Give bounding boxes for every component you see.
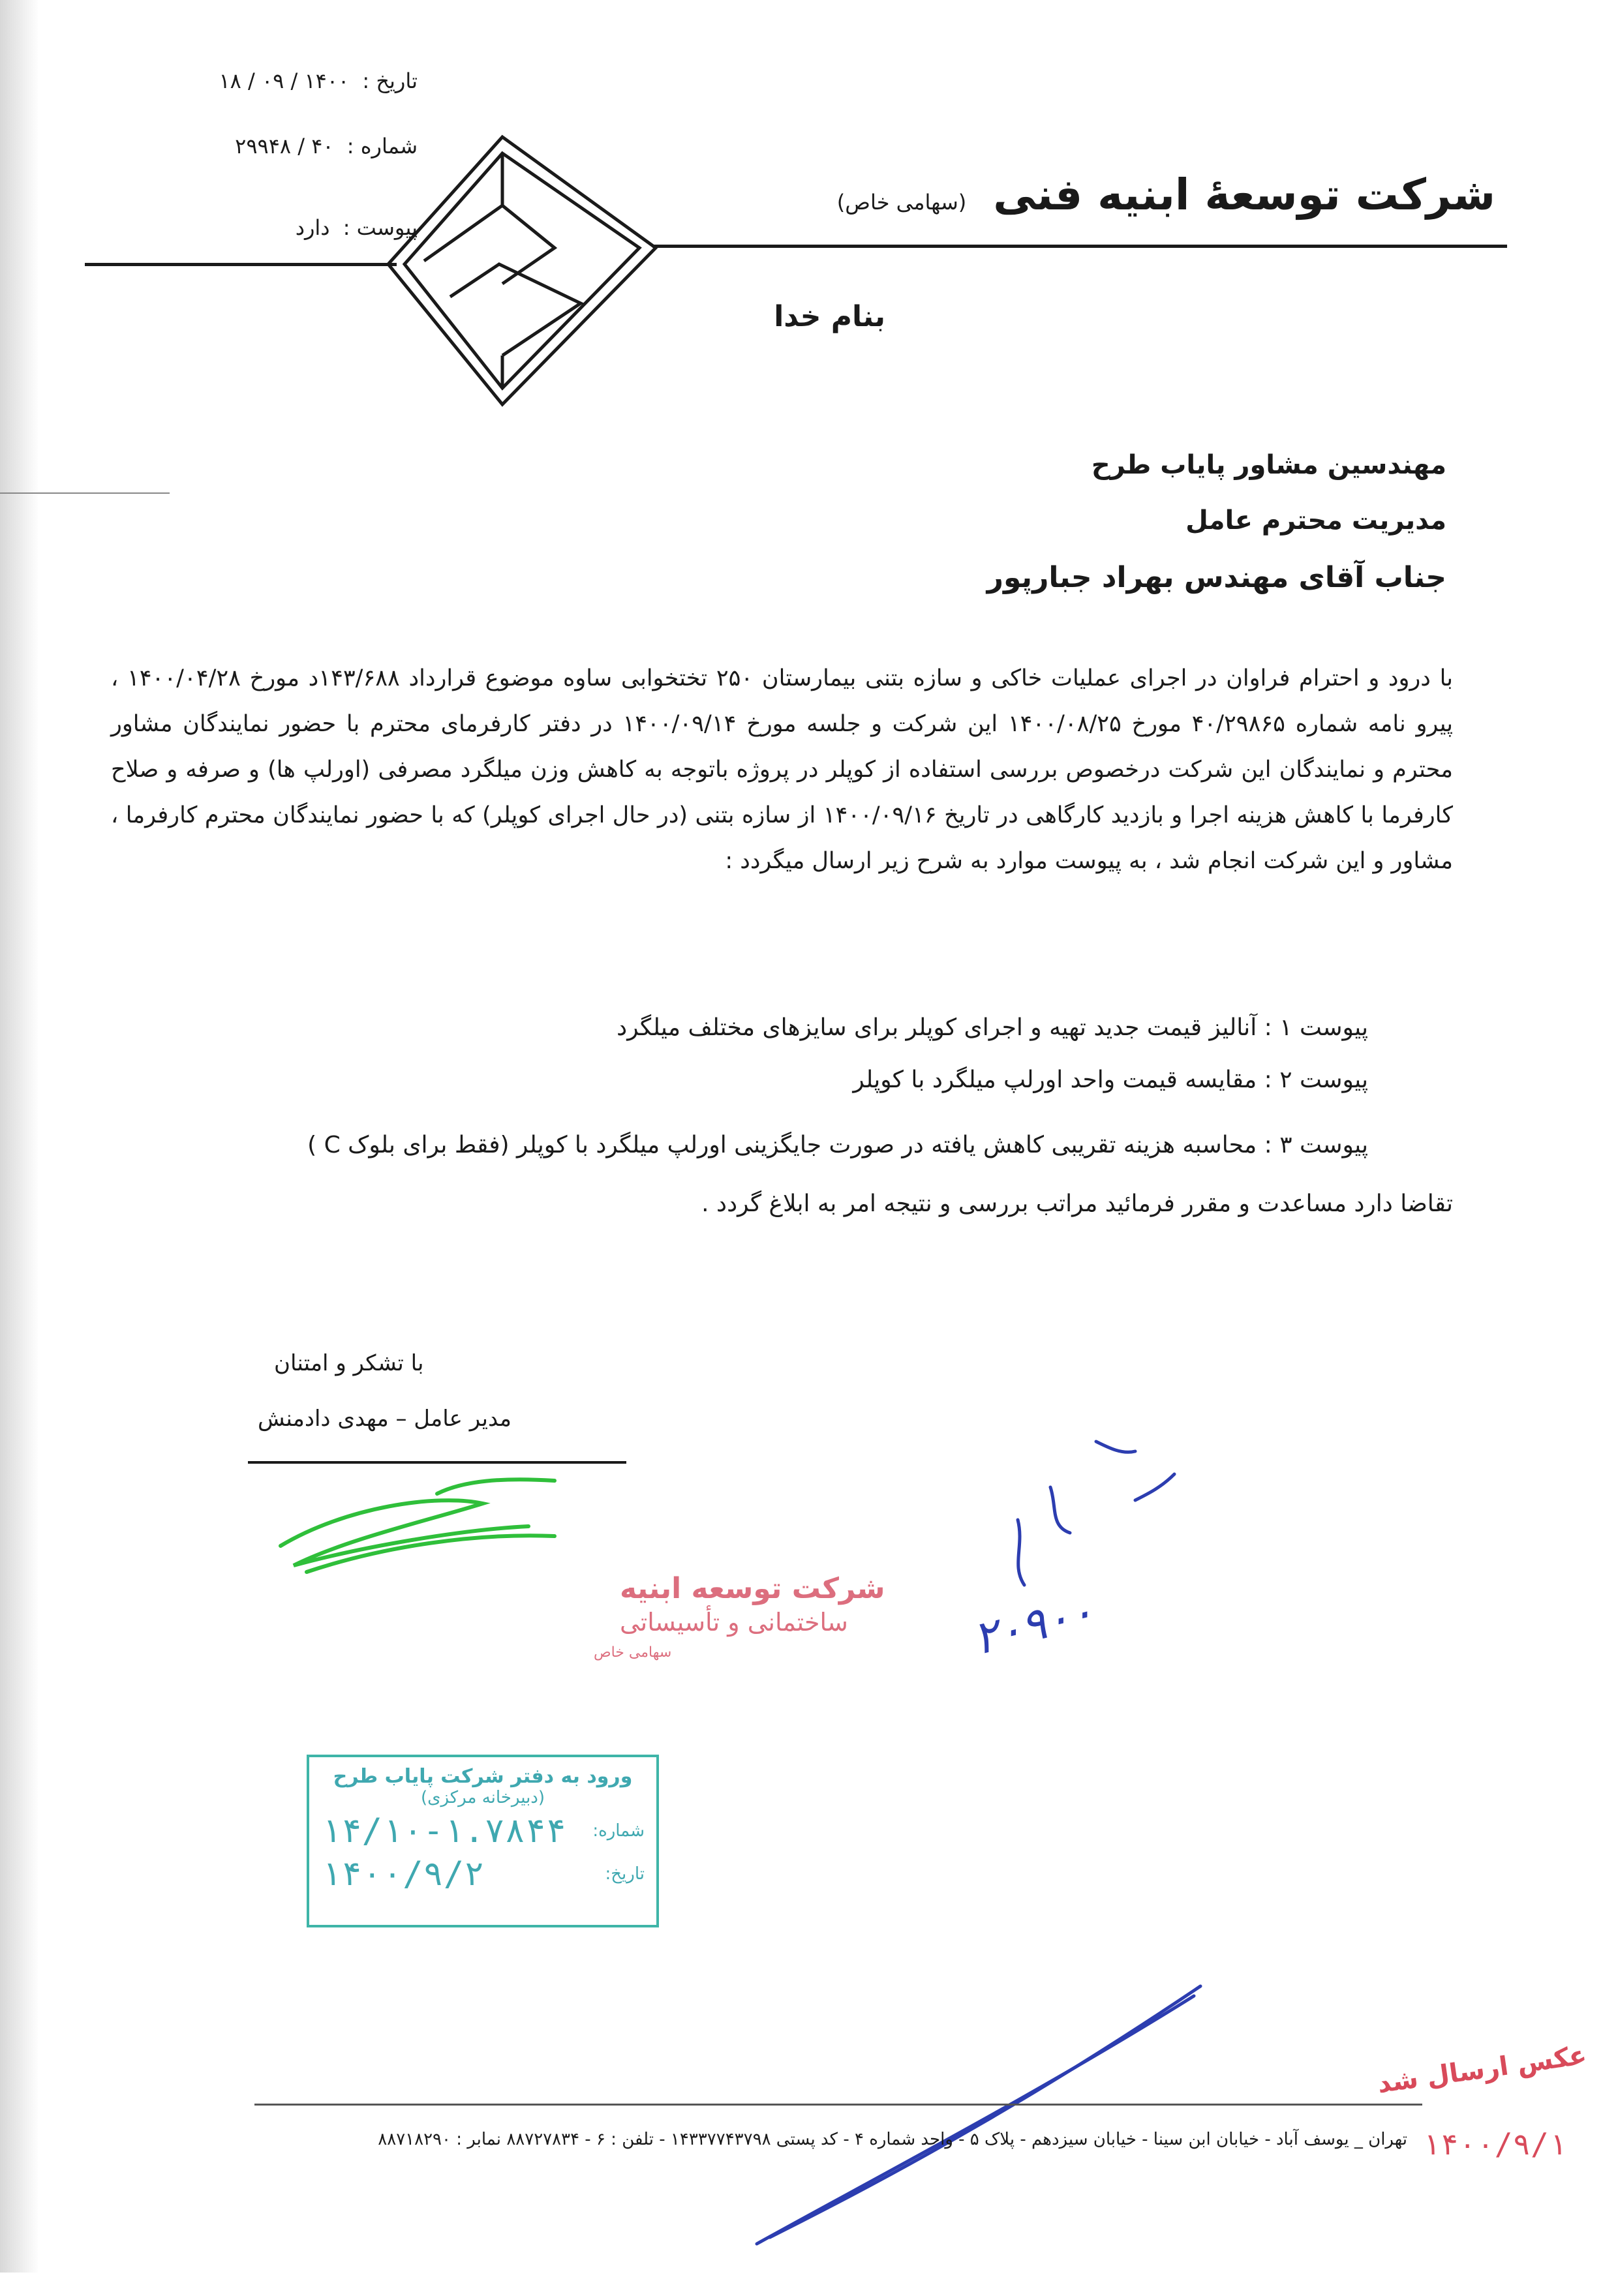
receipt-stamp-title: ورود به دفتر شرکت پایاب طرح [333, 1765, 633, 1788]
recipient-line-2: مدیریت محترم عامل [1185, 506, 1446, 536]
red-stamp-date: ۱۴۰۰/۹/۱ [1422, 2126, 1567, 2162]
date-value: ۱۴۰۰ / ۰۹ / ۱۸ [219, 68, 350, 93]
recipient-line-3: جناب آقای مهندس بهراد جبارپور [986, 561, 1446, 594]
footer-address: تهران _ یوسف آباد - خیابان ابن سینا - خیابان سیزدهم - پلاک ۵ - واحد شماره ۴ - کد پستی ۱۴۳۳۷۷۴۳۷۹۸ - تلفن : ۶ - ۸۸۷۲۷۸۳۴ نمابر : ۸۸۷۱۸۲۹۰ [378, 2130, 1407, 2149]
number-label: شماره : [346, 134, 418, 159]
signer-name: مدیر عامل – مهدی دادمنش [258, 1406, 512, 1432]
company-type: (سهامی خاص) [836, 190, 967, 215]
closing-line: تقاضا دارد مساعدت و مقرر فرمائید مراتب بررسی و نتیجه امر به ابلاغ گردد . [701, 1190, 1453, 1217]
receipt-stamp [307, 1755, 659, 1927]
receipt-date-label: تاریخ: [605, 1864, 645, 1884]
number-value: ۴۰ / ۲۹۹۴۸ [235, 134, 334, 159]
attachment-item-3: پیوست ۳ : محاسبه هزینه تقریبی کاهش یافته در صورت جایگزینی اورلپ میلگرد با کوپلر (فقط برای بلوک C ) [307, 1132, 1368, 1158]
letter-number [157, 134, 418, 159]
stamp-company-line3: سهامی خاص [594, 1644, 672, 1661]
letter-attachment [157, 215, 418, 240]
attachment-value: دارد [295, 215, 330, 240]
recipient-line-1: مهندسین مشاور پایاب طرح [1091, 450, 1446, 480]
attachment-item-2: پیوست ۲ : مقایسه قیمت واحد اورلپ میلگرد با کوپلر [853, 1066, 1368, 1093]
company-name: شرکت توسعهٔ ابنیه فنی [993, 170, 1495, 220]
company-logo-icon [385, 134, 659, 408]
scan-edge-shadow [0, 0, 39, 2273]
bismillah-heading: بنام خدا [774, 300, 885, 333]
receipt-date-value: ۱۴۰۰/۹/۲ [321, 1854, 485, 1894]
receipt-stamp-date-row [321, 1854, 645, 1894]
red-stamp-text: عکس ارسال شد [1375, 2040, 1589, 2100]
header-rule-right [652, 245, 1507, 248]
handwritten-note: ۲۰۹۰۰ [967, 1584, 1100, 1666]
receipt-stamp-number-row [321, 1811, 645, 1850]
receipt-number-label: شماره: [592, 1821, 645, 1841]
blue-pen-annotation [744, 1396, 1240, 2296]
stamp-company-line2: ساختمانی و تأسیساتی [620, 1608, 848, 1637]
attachment-item-1: پیوست ۱ : آنالیز قیمت جدید تهیه و اجرای کوپلر برای سایزهای مختلف میلگرد [617, 1014, 1368, 1041]
receipt-stamp-subtitle: (دبیرخانه مرکزی) [420, 1788, 545, 1807]
scan-fold-line [0, 492, 170, 494]
regards-text: با تشکر و امتنان [274, 1350, 424, 1376]
header-rule-left [85, 263, 397, 266]
green-signature-stamp [267, 1468, 885, 1702]
stamp-company-line1: شرکت توسعه ابنیه [620, 1572, 885, 1605]
date-label: تاریخ : [362, 68, 418, 93]
receipt-number-value: ۱۴/۱۰-۱.۷۸۴۴ [321, 1811, 566, 1850]
footer-rule [254, 2104, 1422, 2106]
company-header [837, 170, 1495, 220]
attachment-label: پیوست : [343, 215, 418, 240]
letter-date [157, 68, 418, 93]
letter-body: با درود و احترام فراوان در اجرای عملیات خاکی و سازه بتنی بیمارستان ۲۵۰ تختخوابی ساوه موضوع قرارداد ۱۴۳/۶۸۸د مورخ ۱۴۰۰/۰۴/۲۸ ، پیرو نامه شماره ۴۰/۲۹۸۶۵ مورخ ۱۴۰۰/۰۸/۲۵ این شرکت و جلسه مورخ ۱۴۰۰/۰۹/۱۴ در دفتر کارفرمای محترم با حضور نمایندگان مشاور محترم و نمایندگان این شرکت درخصوص بررسی استفاده از کوپلر در پروژه باتوجه به کاهش وزن میلگرد مصرفی (اورلپ ها) و صرفه و صلاح کارفرما با کاهش هزینه اجرا و بازدید کارگاهی در تاریخ ۱۴۰۰/۰۹/۱۶ از سازه بتنی (در حال اجرای کوپلر) که با حضور نمایندگان محترم کارفرما ، مشاور و این شرکت انجام شد ، به پیوست موارد به شرح زیر ارسال میگردد : [111, 665, 1454, 874]
signature-rule [248, 1461, 626, 1464]
